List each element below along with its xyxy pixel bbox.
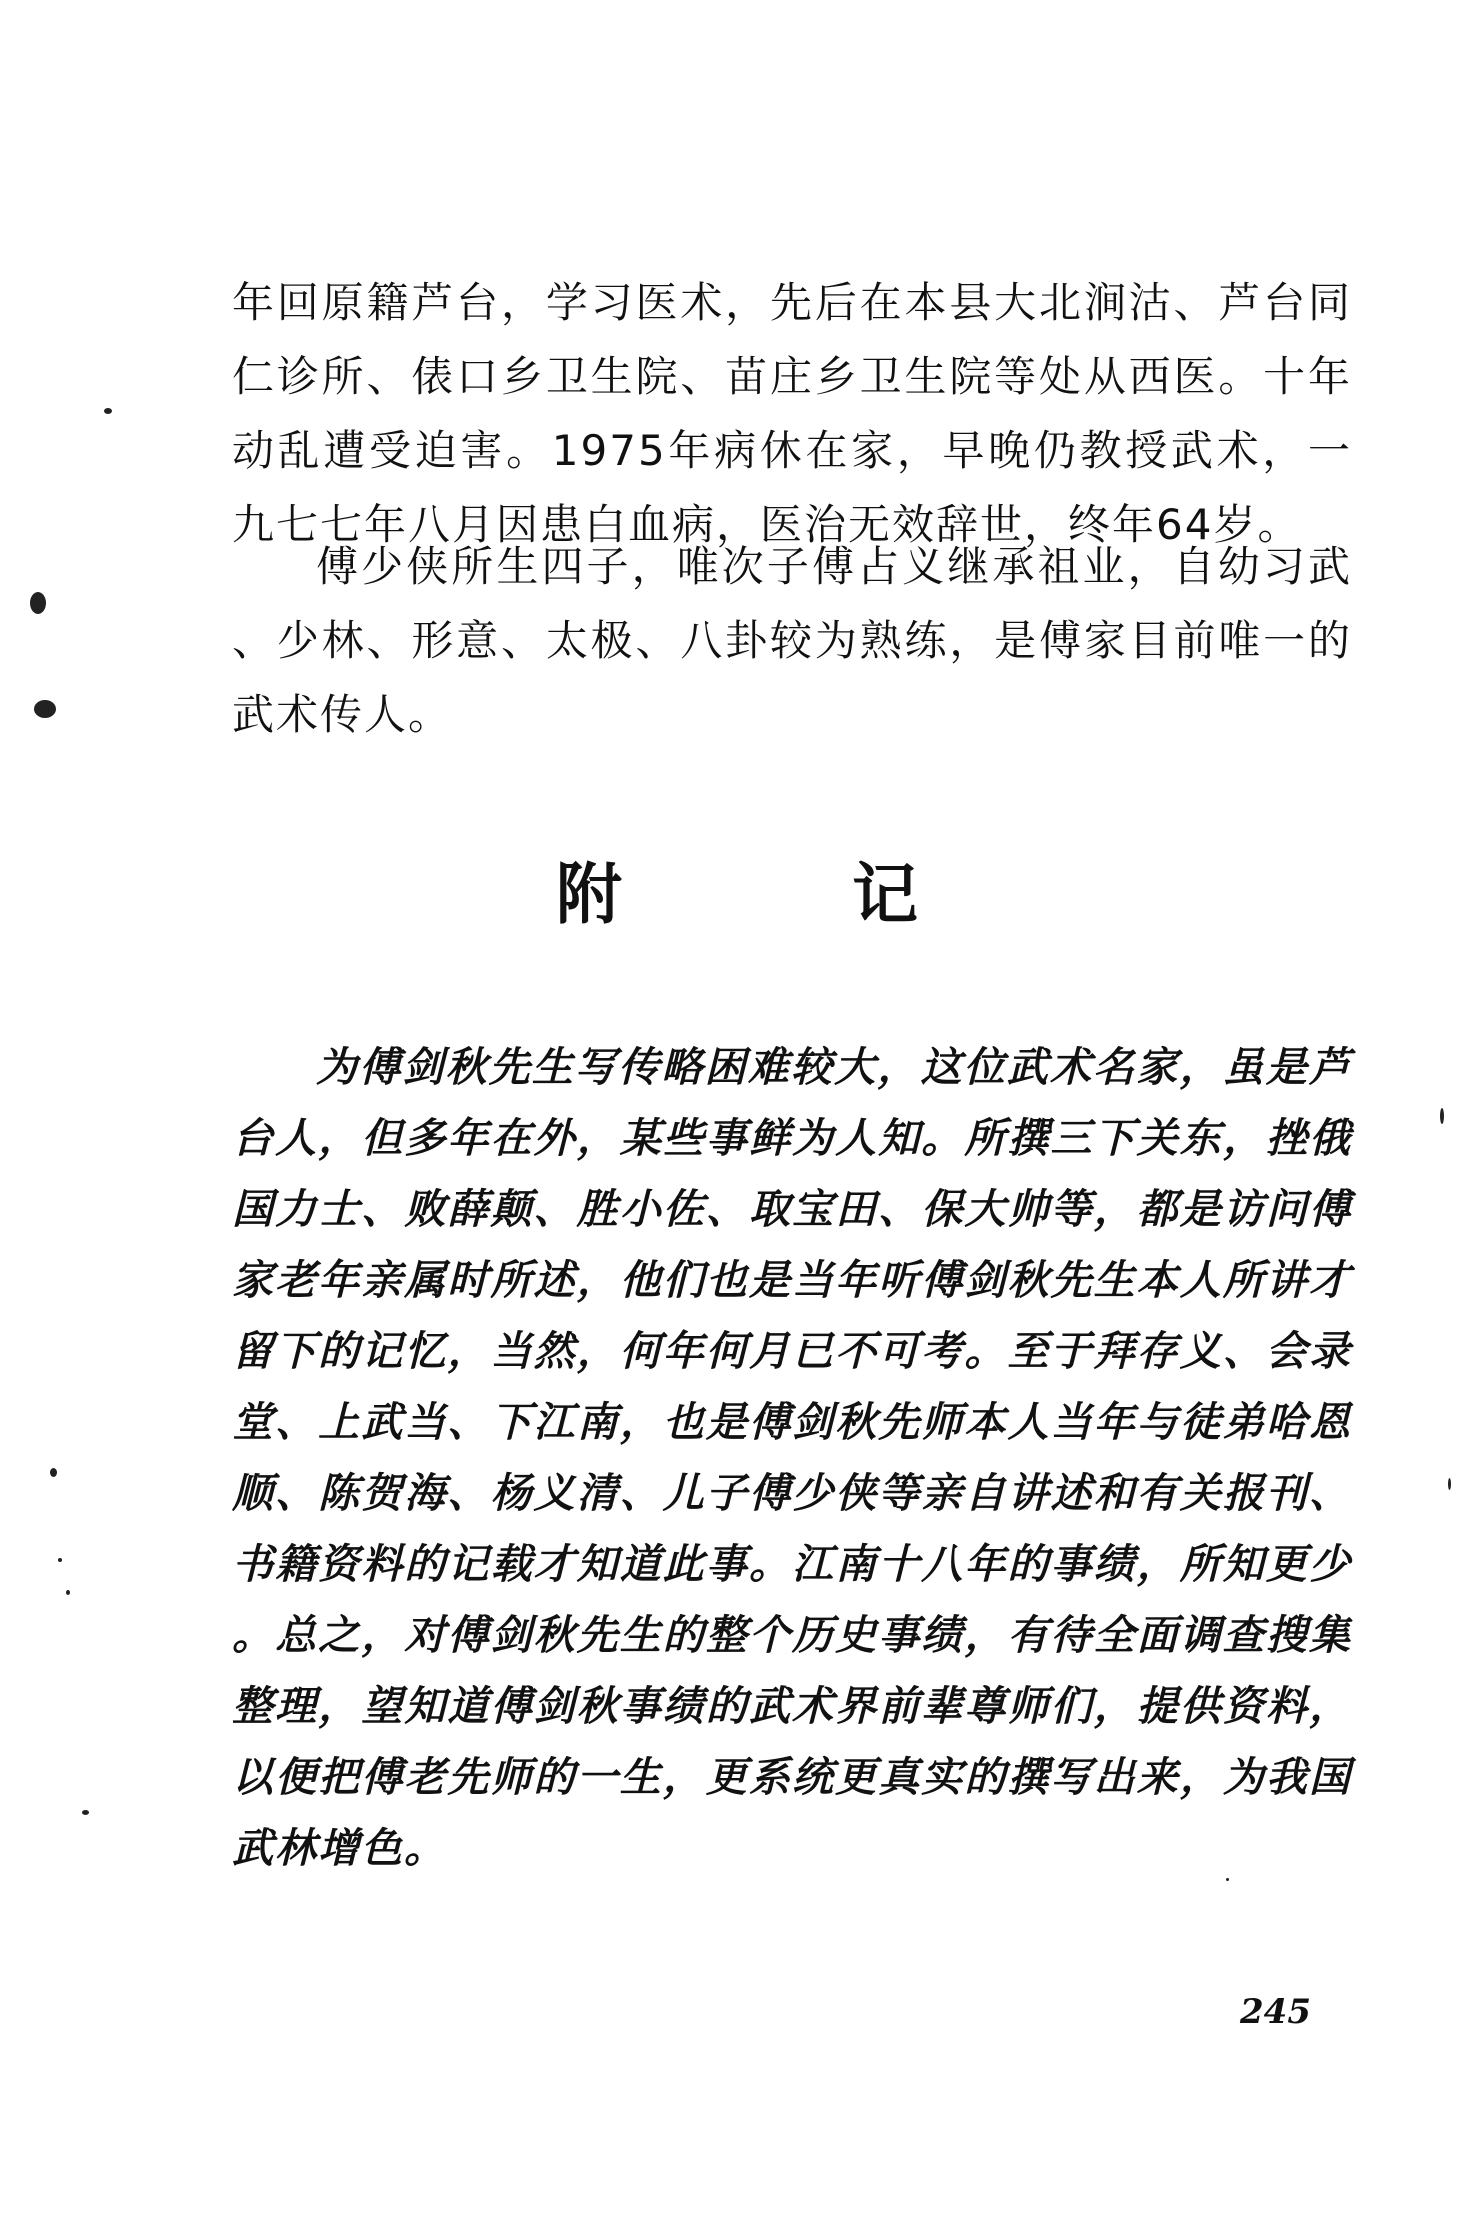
- scan-speck: [34, 700, 56, 718]
- scan-speck: [82, 1810, 89, 1815]
- scan-speck: [1226, 1878, 1229, 1881]
- appendix-paragraph: 为傅剑秋先生写传略困难较大，这位武术名家，虽是芦台人，但多年在外，某些事鲜为人知。所撰三下关东，挫俄国力士、败薛颠、胜小佐、取宝田、保大帅等，都是访问傅家老年亲属时所述，他们也是当年听傅剑秋先生本人所讲才留下的记忆，当然，何年何月已不可考。至于拜存义、会录堂、上武当、下江南，也是傅剑秋先师本人当年与徒弟哈恩顺、陈贺海、杨义清、儿子傅少侠等亲自讲述和有关报刊、书籍资料的记载才知道此事。江南十八年的事绩，所知更少。总之，对傅剑秋先生的整个历史事绩，有待全面调查搜集整理，望知道傅剑秋事绩的武术界前辈尊师们，提供资料，以便把傅老先师的一生，更系统更真实的撰写出来，为我国武林增色。: [232, 1043, 1352, 1872]
- page-number: 245: [1240, 1992, 1311, 2032]
- appendix-title-char-1: 附: [556, 856, 622, 933]
- body-paragraph-1: 年回原籍芦台，学习医术，先后在本县大北涧沽、芦台同仁诊所、俵口乡卫生院、苗庄乡卫生院等处从西医。十年动乱遭受迫害。1975年病休在家，早晚仍教授武术，一九七七年八月因患白血病，医治无效辞世，终年64岁。: [232, 278, 1352, 549]
- scan-speck: [50, 1468, 57, 1477]
- appendix-title-char-2: 记: [852, 856, 918, 933]
- scan-speck: [1448, 1478, 1451, 1490]
- scan-speck: [30, 592, 46, 614]
- scan-speck: [66, 1590, 70, 1595]
- body-paragraph-2: 傅少侠所生四子，唯次子傅占义继承祖业，自幼习武、少林、形意、太极、八卦较为熟练，是傅家目前唯一的武术传人。: [232, 542, 1352, 739]
- scan-speck: [104, 408, 112, 414]
- appendix-title: [0, 850, 1474, 940]
- scan-speck: [58, 1558, 62, 1562]
- scan-speck: [1440, 1108, 1444, 1124]
